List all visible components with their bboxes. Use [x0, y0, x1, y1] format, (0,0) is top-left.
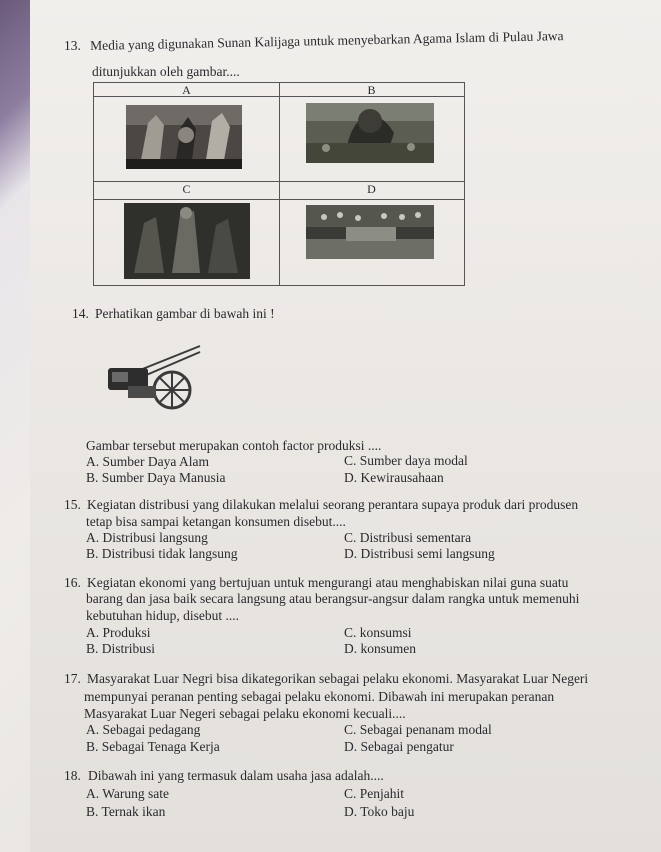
q14-text: Perhatikan gambar di bawah ini ! [95, 306, 275, 321]
q17-line1: Masyarakat Luar Negri bisa dikategorikan sebagai pelaku ekonomi. Masyarakat Luar Negeri [87, 671, 589, 686]
q17-option-d[interactable]: D. Sebagai pengatur [344, 739, 454, 754]
q17-option-a[interactable]: A. Sebagai pedagang [86, 722, 201, 737]
q14-option-c[interactable]: C. Sumber daya modal [344, 453, 468, 468]
q17-option-c[interactable]: C. Sebagai penanam modal [344, 722, 492, 737]
q14-option-d[interactable]: D. Kewirausahaan [344, 470, 444, 485]
q18-option-b[interactable]: B. Ternak ikan [86, 804, 166, 819]
q15-line2: tetap bisa sampai ketangan konsumen disebut.... [86, 514, 346, 529]
q16-line2: barang dan jasa baik secara langsung atau berangsur-angsur dalam rangka untuk memenuhi [86, 591, 580, 606]
q14-prompt: Gambar tersebut merupakan contoh factor produksi .... [86, 438, 382, 453]
q16-option-c[interactable]: C. konsumsi [344, 625, 412, 640]
q16-line1: Kegiatan ekonomi yang bertujuan untuk mengurangi atau menghabiskan nilai guna suatu [87, 575, 569, 590]
q15-line1: Kegiatan distribusi yang dilakukan melalui seorang perantara supaya produk dari produsen [87, 497, 579, 512]
q13-image-table [93, 82, 465, 286]
q16-number: 16. [64, 575, 81, 590]
q15-option-d[interactable]: D. Distribusi semi langsung [344, 546, 495, 561]
q15-option-a[interactable]: A. Distribusi langsung [86, 530, 208, 545]
q14-number: 14. [72, 306, 89, 321]
cell-label-d: D [367, 182, 376, 196]
q16-option-d[interactable]: D. konsumen [344, 641, 416, 656]
q18-number: 18. [64, 768, 81, 783]
q13-text-line1: Media yang digunakan Sunan Kalijaga untuk menyebarkan Agama Islam di Pulau Jawa [90, 28, 564, 53]
q15-number: 15. [64, 497, 81, 512]
q16-option-b[interactable]: B. Distribusi [86, 641, 156, 656]
q14-option-b[interactable]: B. Sumber Daya Manusia [86, 470, 226, 485]
q13-text-line2: ditunjukkan oleh gambar.... [92, 64, 240, 79]
q17-number: 17. [64, 671, 81, 686]
cell-label-b: B [367, 83, 376, 97]
q18-option-d[interactable]: D. Toko baju [344, 804, 415, 819]
q18-option-c[interactable]: C. Penjahit [344, 786, 404, 801]
q17-option-b[interactable]: B. Sebagai Tenaga Kerja [86, 739, 220, 754]
q14-option-a[interactable]: A. Sumber Daya Alam [86, 454, 209, 469]
q16-option-a[interactable]: A. Produksi [86, 625, 151, 640]
hand-tractor-image [100, 342, 204, 414]
q17-line2: mempunyai peranan penting sebagai pelaku ekonomi. Dibawah ini merupakan peranan [84, 689, 555, 704]
q18-text: Dibawah ini yang termasuk dalam usaha jasa adalah.... [88, 768, 384, 783]
wayang-kulit-image [126, 105, 242, 169]
q15-option-c[interactable]: C. Distribusi sementara [344, 530, 472, 545]
cell-label-c: C [182, 182, 191, 196]
q18-option-a[interactable]: A. Warung sate [86, 786, 170, 801]
q17-line3: Masyarakat Luar Negeri sebagai pelaku ekonomi kecuali.... [84, 706, 406, 721]
cell-label-a: A [182, 83, 191, 97]
reog-dance-image [306, 103, 434, 163]
traditional-dance-image [124, 203, 250, 279]
stage-performance-image [306, 205, 434, 259]
q16-line3: kebutuhan hidup, disebut .... [86, 608, 239, 623]
q15-option-b[interactable]: B. Distribusi tidak langsung [86, 546, 238, 561]
q13-number: 13. [64, 38, 81, 53]
